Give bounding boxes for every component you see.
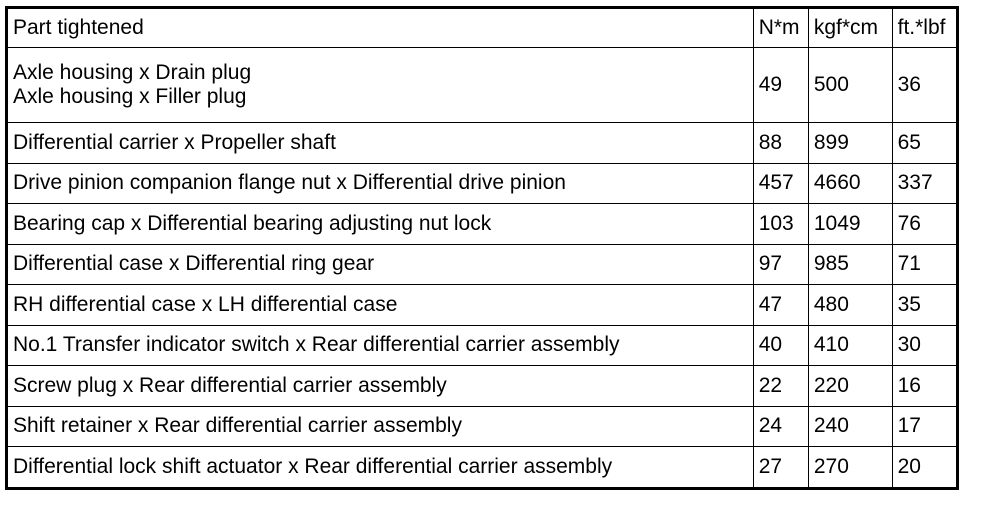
kgfcm-cell: 240 <box>808 406 892 447</box>
ftlbf-cell: 20 <box>892 447 957 489</box>
part-cell <box>7 48 754 123</box>
ftlbf-cell: 65 <box>892 123 957 164</box>
nm-cell: 103 <box>753 204 808 245</box>
kgfcm-cell: 500 <box>808 48 892 123</box>
kgfcm-cell: 985 <box>808 244 892 285</box>
table-row <box>7 406 958 447</box>
table-row <box>7 123 958 164</box>
ftlbf-cell: 35 <box>892 285 957 326</box>
header-nm: N*m <box>753 8 808 48</box>
kgfcm-cell: 220 <box>808 366 892 407</box>
kgfcm-cell: 270 <box>808 447 892 489</box>
kgfcm-cell: 410 <box>808 325 892 366</box>
part-cell: RH differential case x LH differential case <box>7 285 754 326</box>
header-ftlbf: ft.*lbf <box>892 8 957 48</box>
nm-cell: 457 <box>753 163 808 204</box>
table-header-row <box>7 8 958 48</box>
header-kgfcm: kgf*cm <box>808 8 892 48</box>
table-row <box>7 366 958 407</box>
part-cell: Drive pinion companion flange nut x Differential drive pinion <box>7 163 754 204</box>
part-cell: Differential carrier x Propeller shaft <box>7 123 754 164</box>
part-cell: Differential case x Differential ring gear <box>7 244 754 285</box>
part-line: Axle housing x Filler plug <box>13 85 247 108</box>
part-cell: No.1 Transfer indicator switch x Rear differential carrier assembly <box>7 325 754 366</box>
kgfcm-cell: 480 <box>808 285 892 326</box>
header-part-tightened: Part tightened <box>7 8 754 48</box>
table-row <box>7 204 958 245</box>
nm-cell: 97 <box>753 244 808 285</box>
part-line: Axle housing x Drain plug <box>13 61 252 84</box>
part-cell: Bearing cap x Differential bearing adjusting nut lock <box>7 204 754 245</box>
table-row <box>7 48 958 123</box>
table-row <box>7 244 958 285</box>
nm-cell: 40 <box>753 325 808 366</box>
part-cell: Shift retainer x Rear differential carrier assembly <box>7 406 754 447</box>
ftlbf-cell: 30 <box>892 325 957 366</box>
ftlbf-cell: 337 <box>892 163 957 204</box>
nm-cell: 47 <box>753 285 808 326</box>
table-row <box>7 447 958 489</box>
ftlbf-cell: 17 <box>892 406 957 447</box>
part-cell: Screw plug x Rear differential carrier assembly <box>7 366 754 407</box>
kgfcm-cell: 1049 <box>808 204 892 245</box>
kgfcm-cell: 899 <box>808 123 892 164</box>
ftlbf-cell: 36 <box>892 48 957 123</box>
nm-cell: 49 <box>753 48 808 123</box>
kgfcm-cell: 4660 <box>808 163 892 204</box>
ftlbf-cell: 16 <box>892 366 957 407</box>
part-cell: Differential lock shift actuator x Rear differential carrier assembly <box>7 447 754 489</box>
nm-cell: 88 <box>753 123 808 164</box>
nm-cell: 27 <box>753 447 808 489</box>
nm-cell: 22 <box>753 366 808 407</box>
ftlbf-cell: 76 <box>892 204 957 245</box>
table-row <box>7 163 958 204</box>
nm-cell: 24 <box>753 406 808 447</box>
ftlbf-cell: 71 <box>892 244 957 285</box>
table-row <box>7 325 958 366</box>
table-row <box>7 285 958 326</box>
torque-specification-table <box>5 6 959 490</box>
